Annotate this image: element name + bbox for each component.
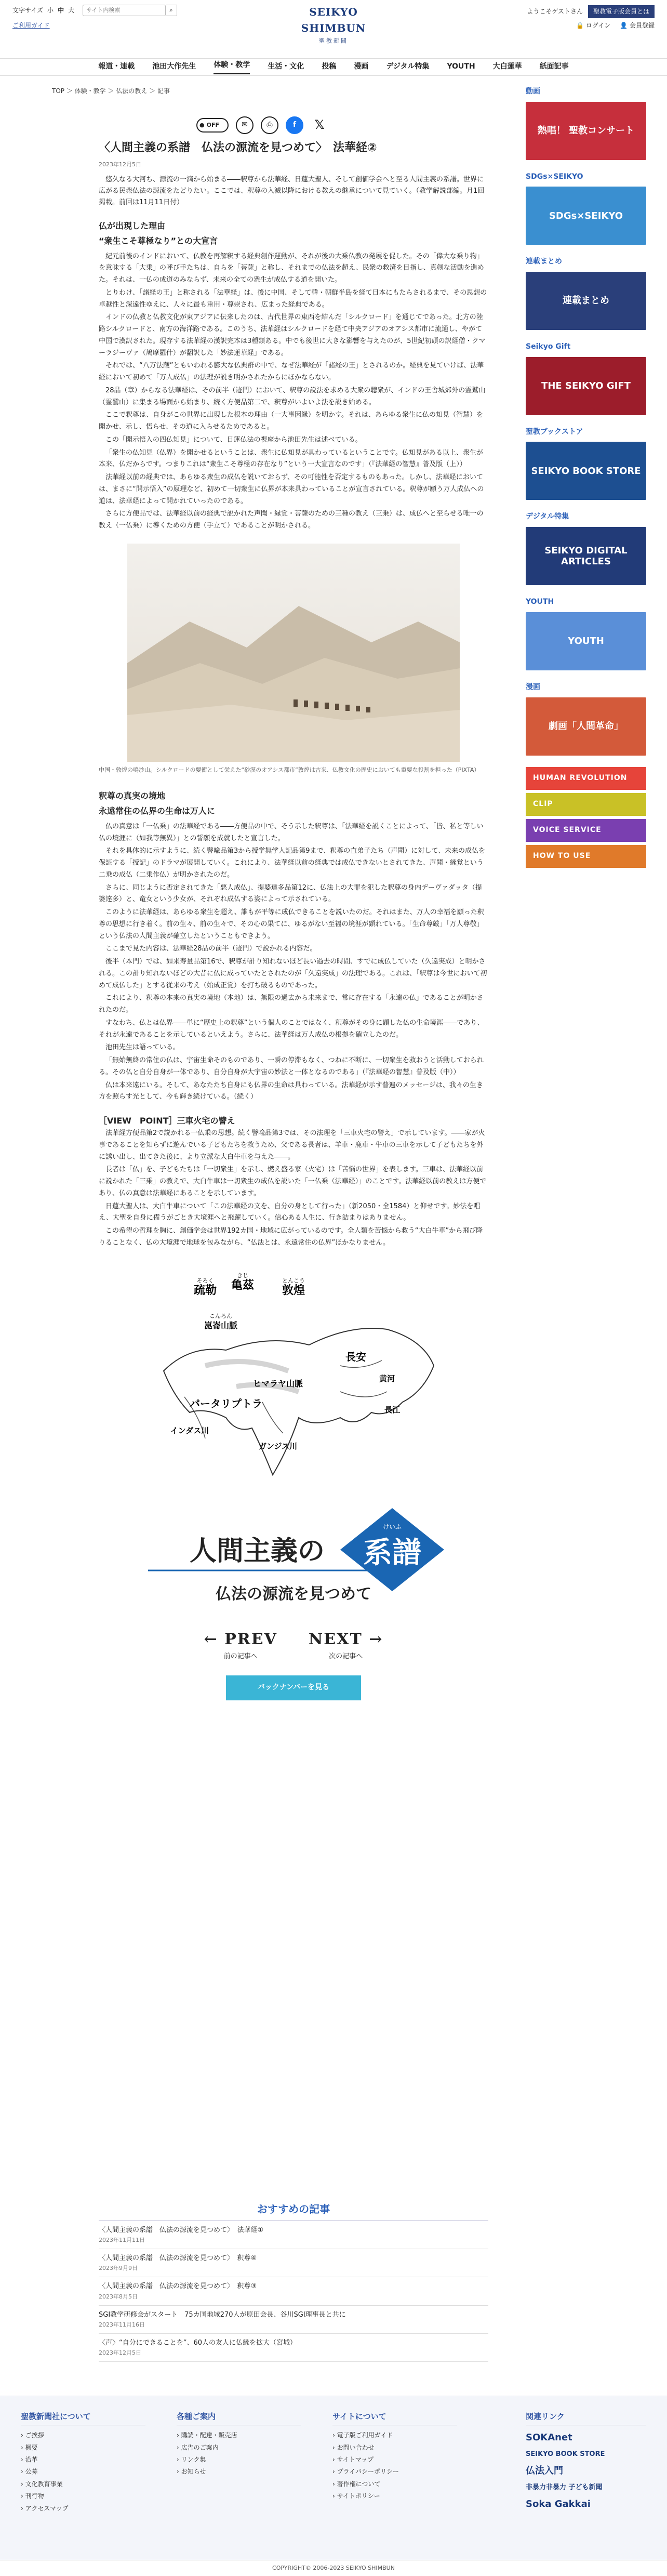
sidebar-banner[interactable]: THE SEIKYO GIFT <box>526 357 646 415</box>
sidebar-banner[interactable]: SEIKYO DIGITAL ARTICLES <box>526 527 646 585</box>
footer-link[interactable]: › 公募 <box>21 2468 38 2476</box>
font-size-medium-button[interactable]: 中 <box>58 6 64 14</box>
search-input[interactable] <box>83 5 166 16</box>
voice-toggle[interactable]: ● OFF <box>196 118 229 133</box>
footer-link[interactable]: › 広告のご案内 <box>177 2443 219 2451</box>
footer-link[interactable]: › サイトマップ <box>332 2456 374 2464</box>
nav-item[interactable]: 投稿 <box>322 62 337 71</box>
recommended-item[interactable]: 〈人間主義の系譜 仏法の源流を見つめて〉 釈尊④ 2023年9月9日 <box>99 2249 488 2277</box>
paragraph: それを具体的に示すように、続く譬喩品第3から授学無学人記品第9まで、釈尊の直弟子たち（声聞）に対して、未来の成仏を保証する「授記」のドラマが展開していく。これにより、法華経以前の経典では成仏できないとされてきた、声聞・縁覚という二乗の成仏（二乗作仏）が明かされたのだ。 <box>99 847 486 879</box>
font-size-large-button[interactable]: 大 <box>68 6 75 14</box>
section-heading: 仏が出現した理由 <box>99 221 166 231</box>
nav-item[interactable]: 池田大作先生 <box>152 62 196 71</box>
paragraph: 「衆生の仏知見（仏界）を開かせるということは、衆生に仏知見が具わっているということです。仏知見がある以上、衆生が本来、仏だからです。つまりこれは“衆生こそ尊極の存在なり”という一大宣言なのです」（『法華経の智慧』普及版（上）） <box>99 448 483 469</box>
nav-item[interactable]: YOUTH <box>447 62 475 71</box>
footer-col: サイトについて › 電子版ご利用ガイド › お問い合わせ › サイトマップ › プライバシーポリシー › 著作権について › サイトポリシー <box>332 2411 457 2503</box>
font-size-small-button[interactable]: 小 <box>47 6 54 14</box>
sidebar-section: デジタル特集 SEIKYO DIGITAL ARTICLES <box>526 511 646 585</box>
sidebar-banner[interactable]: SDGs×SEIKYO <box>526 187 646 245</box>
footer-link[interactable]: › プライバシーポリシー <box>332 2468 399 2476</box>
map-label: ガンジス川 <box>258 1441 298 1451</box>
recommended-item[interactable]: 〈声〉“自分にできることを”、60人の友人に仏縁を拡大（宮城） 2023年12月5日 <box>99 2334 488 2362</box>
nav-item[interactable]: デジタル特集 <box>386 62 430 71</box>
paragraph: これにより、釈尊の本来の真実の境地（本地）は、無限の過去から未来まで、常に存在する「永遠の仏」であることが明かされたのだ。 <box>99 994 484 1014</box>
paragraph: 池田先生は語っている。 <box>105 1043 180 1052</box>
recommended-title: おすすめの記事 <box>99 2201 488 2221</box>
main-nav <box>0 58 667 76</box>
article-title: 〈人間主義の系譜 仏法の源流を見つめて〉 法華経② <box>99 141 377 154</box>
footer-link[interactable]: › お問い合わせ <box>332 2443 375 2451</box>
silk-road-map <box>143 1262 444 1485</box>
paragraph: とりわけ、「諸経の王」と称される「法華経」は、後に中国、そして韓・朝鮮半島を経て日本にもたらされるまで、その思想の卓越性と深遠性ゆえに、人々に最も重用・尊崇され、広まった経典である。 <box>99 288 487 309</box>
tag-voice-service[interactable]: VOICE SERVICE <box>526 819 646 842</box>
section-body <box>99 251 488 532</box>
related-link[interactable]: 非暴力非暴力 子ども新聞 <box>526 2483 603 2492</box>
welcome-text: ようこそゲストさん <box>527 8 583 15</box>
paragraph: インドの仏教と仏教文化が東アジアに伝来したのは、古代世界の東西を結んだ「シルクロード」を通じてであった。北方の陸路シルクロードと、南方の海洋路である。このうち、法華経はシルクロードを経て中央アジアのオアシス都市に流通し、やがて中国で漢訳された。現存する法華経の漢訳完本は3種類ある。中でも後世に大きな影響を与えたのが、5世紀初頭の訳経僧・クマーラジーヴァ（鳩摩羅什）が翻訳した「妙法蓮華経」である。 <box>99 313 486 357</box>
paragraph: さらに、同じように否定されてきた「悪人成仏」、提婆達多品第12に、仏法上の大罪を犯した釈尊の身内デーヴァダッタ（提婆達多）と、竜女という少女が、それぞれ成仏する姿によって示されている。 <box>99 883 482 904</box>
tag-how-to-use[interactable]: HOW TO USE <box>526 845 646 868</box>
sidebar-section: YOUTH YOUTH <box>526 597 646 670</box>
font-size-label: 文字サイズ <box>12 6 44 14</box>
recommended-item[interactable]: 〈人間主義の系譜 仏法の源流を見つめて〉 法華経① 2023年11月11日 <box>99 2221 488 2249</box>
map-label: ヒマラヤ山脈 <box>252 1378 303 1389</box>
paragraph: すなわち、仏とは仏界――単に“歴史上の釈尊”という個人のことではなく、釈尊がその身に顕した仏の生命境涯――であり、それが永遠であることを示しているといえよう。さらに、法華経は万人成仏の根拠を確立したのだ。 <box>99 1019 484 1039</box>
footer-link[interactable]: › 刊行物 <box>21 2492 44 2500</box>
recommended-articles <box>99 2201 488 2362</box>
sidebar-section: 漫画 劇画「人間革命」 <box>526 682 646 756</box>
map-ruby: こんろん <box>209 1312 232 1319</box>
paragraph: 28品（章）からなる法華経は、その前半（迹門）において、釈尊の説法を求める大衆の聴衆が、インドの王舎城郊外の霊鷲山（霊鷲山）に集まる場面から始まり、続く方便品第二で、釈尊がいよいよ法を説き始める。 <box>99 386 486 406</box>
footer-link[interactable]: › 電子版ご利用ガイド <box>332 2432 393 2439</box>
paragraph: このように法華経は、あらゆる衆生を超え、誰もが平等に成仏できることを説いたのだ。それはまた、万人の幸福を願った釈尊の思想に行き着く。前の生々、前の生々で、その心の果てに、ゆるがない至福の境涯が顕れている。「生命尊厳」「万人尊敬」という仏法の人間主義が確立したということもできよう。 <box>99 908 484 940</box>
account-links <box>576 21 655 31</box>
share-bar <box>196 116 328 134</box>
paragraph: 長者は「仏」を、子どもたちは「一切衆生」を示し、燃え盛る家（火宅）は「苦悩の世界」を表します。三車は、法華経以前に説かれた「三乗」の教えで、大白牛車は一切衆生の成仏を説いた「一仏乗（法華経）」のことです。法華経以前の教えは方便であり、仏の真意は法華経にあることを示しています。 <box>99 1166 487 1197</box>
footer-col: 聖教新聞社について › ご挨拶 › 概要 › 沿革 › 公募 › 文化教育事業 › 刊行物 › アクセスマップ <box>21 2411 145 2515</box>
article-lead: 悠久なる大河ち、源流の一滴から始まる――釈尊から法華経、日蓮大聖人、そして創価学会へと至る人間主義の系譜。世界に広がる民衆仏法の源流をたどりたい。ここでは、釈尊の入滅以降における教えの継承について見ていく。（教学解説部編。月1回掲載。前回は11月11日付） <box>99 175 485 206</box>
series-banner <box>132 1498 455 1622</box>
sidebar-banner[interactable]: 連載まとめ <box>526 272 646 330</box>
banner-key: 系譜 <box>363 1535 421 1570</box>
map-label: 敦煌 <box>282 1284 305 1297</box>
recommended-item[interactable]: SGI教学研修会がスタート 75カ国地域270人が原田会長、谷川SGI理事長と共に 2023年11月16日 <box>99 2306 488 2334</box>
footer-link[interactable]: › アクセスマップ <box>21 2504 69 2512</box>
paragraph: 仏の真意は「一仏乗」の法華経である――方便品の中で、そう示した釈尊は、「法華経を説くことによって、「皆、私と等しい仏の境涯に（如我等無異）」との誓願を成就したと宣言した。 <box>99 822 484 842</box>
search-icon[interactable]: ⌕ <box>166 5 177 16</box>
sidebar-tags <box>526 767 646 868</box>
prev-button[interactable]: ← PREV 前の記事へ <box>204 1630 277 1660</box>
nav-item[interactable]: 生活・文化 <box>268 62 304 71</box>
prev-arrow-icon: ← <box>204 1630 218 1648</box>
section-body <box>99 821 488 1103</box>
tag-clip[interactable]: CLIP <box>526 793 646 816</box>
photo-caption: 中国・敦煌の鳴沙山。シルクロードの要衝として栄えた“砂漠のオアシス都市”敦煌は古来、仏教文化の歴史においても重要な役割を担った（PIXTA） <box>99 766 480 773</box>
sidebar-banner[interactable]: SEIKYO BOOK STORE <box>526 442 646 500</box>
footer-link[interactable]: › 購読・配達・販売店 <box>177 2432 237 2439</box>
article <box>99 140 488 1700</box>
map-ruby: そろく <box>196 1277 214 1284</box>
sidebar-section: 連載まとめ 連載まとめ <box>526 256 646 330</box>
map-label: 黄河 <box>379 1373 395 1383</box>
nav-item[interactable]: 紙面記事 <box>539 62 569 71</box>
paragraph: 仏は本来遠にいる。そして、あなたたち自身にも仏界の生命は具わっている。法華経が示す普遍のメッセージは、我々の生き方を照らす光として、今も輝き続けている。（続く） <box>99 1081 483 1101</box>
footer-link[interactable]: › 沿革 <box>21 2456 38 2464</box>
paragraph: この希望の哲理を胸に、創価学会は世界192カ国・地域に広がっているのです。全人類を苦悩から救う“大白牛車”から飛び降りることなく、仏の大境涯で地球を包みながら、“仏法とは、永遠常住の仏界”ほかなりません。 <box>99 1227 483 1247</box>
footer-link[interactable]: › サイトポリシー <box>332 2492 380 2500</box>
next-button[interactable]: NEXT → 次の記事へ <box>308 1630 383 1660</box>
sidebar-section: Seikyo Gift THE SEIKYO GIFT <box>526 341 646 415</box>
section-body <box>99 1128 488 1249</box>
sidebar-banner[interactable]: 熱唱！ 聖教コンサート <box>526 102 646 160</box>
paragraph: さらに方便品では、法華経以前の経典で説かれた声聞・縁覚・菩薩のための三種の教え（三乗）は、成仏へと至らせる唯一の教え（一仏乗）に導くための方便（手立て）であることが明かされる。 <box>99 510 484 530</box>
paragraph: 法華経以前の経典では、あらゆる衆生の成仏を説いておらず、その可能性を否定するものもあった。しかし、法華経においては、まさに“開示悟入”の原理など、初めて一切衆生に仏界が本来具わっていることが宣言されている。釈尊が願う万人成仏への道は、法華経によって開かれていったのである。 <box>99 473 484 505</box>
paragraph: 「無始無終の常住の仏は、宇宙生命そのものであり、一瞬の停滞もなく、つねに不断に、一切衆生を救おうと活動しておられる。その仏と自分自身が一体であり、自分自身が大宇宙の妙法と一体となるのである」（『法華経の智慧』普及版（中）） <box>99 1056 484 1076</box>
map-label: パータリプトラ <box>190 1397 262 1410</box>
nav-item[interactable]: 漫画 <box>354 62 369 71</box>
back-number-button[interactable]: バックナンバーを見る <box>226 1675 361 1700</box>
x-icon[interactable]: 𝕏 <box>314 117 325 133</box>
sidebar <box>526 86 646 879</box>
map-ruby: とんこう <box>282 1277 305 1284</box>
nav-item-active[interactable]: 体験・教学 <box>214 60 250 75</box>
paragraph: ここで釈尊は、自身がこの世界に出現した根本の理由（一大事因縁）を明かす。それは、あらゆる衆生に仏の知見（智慧）を開かせ、示し、悟らせ、その道に入らせるためであると。 <box>99 411 483 431</box>
guide-link[interactable]: ご利用ガイド <box>12 22 50 29</box>
footer-link[interactable]: › 概要 <box>21 2443 38 2451</box>
paragraph: 法華経方便品第2で説かれる一仏乗の思想。続く譬喩品第3では、その法理を「三車火宅の譬え」で示しています。――家が火事であることを知らずに遊んでいる子どもたちを救うため、父である長者は、羊車・鹿車・牛車の三車を示して子どもたちを外に誘い出し、出てきた後に、より立派な大白牛車を与えた――。 <box>99 1129 485 1161</box>
section-subheading: “衆生こそ尊極なり”との大宣言 <box>99 235 218 246</box>
banner-key-ruby: けいふ <box>382 1523 402 1530</box>
login-link[interactable]: 🔒 ログイン <box>576 22 611 29</box>
map-ruby: きじ <box>237 1272 248 1279</box>
sidebar-section: 動画 熱唱！ 聖教コンサート <box>526 86 646 160</box>
footer <box>0 2396 667 2575</box>
related-links: 関連リンク SOKAnet SEIKYO BOOK STORE 仏法入門 非暴力非暴力 子ども新聞 Soka Gakkai <box>526 2411 646 2516</box>
site-logo[interactable] <box>282 4 385 45</box>
paragraph: それでは、“八万法蔵”ともいわれる膨大な仏典群の中で、なぜ法華経が「諸経の王」とされるのか。経典を見ていけば、法華経において初めて「万人成仏」の法理が説き明かされたからにほかならない。 <box>99 362 484 382</box>
footer-link[interactable]: › 文化教育事業 <box>21 2480 63 2488</box>
copyright: COPYRIGHT© 2006-2023 SEIKYO SHIMBUN <box>0 2560 667 2575</box>
footer-link[interactable]: › 著作権について <box>332 2480 381 2488</box>
footer-link[interactable]: › ご挨拶 <box>21 2432 44 2439</box>
section-heading: 釈尊の真実の境地 <box>99 791 166 801</box>
paragraph: 後半（本門）では、如来寿量品第16で、釈尊が計り知れないほど長い過去の時間、すでに成仏していた（久遠実成）と明かされる。この計り知れないほどの大昔に仏に成っていたとされたのが「久遠実成」の法理である。これは、「釈尊は今世において初めて成仏した」とする従来の考え（始成正覚）を打ち破るものであった。 <box>99 958 487 989</box>
sidebar-banner[interactable]: YOUTH <box>526 612 646 670</box>
font-size-selector <box>12 6 74 16</box>
section-subheading: 永遠常住の仏界の生命は万人に <box>99 806 216 816</box>
article-pager <box>99 1628 488 1662</box>
sidebar-section: 聖教ブックストア SEIKYO BOOK STORE <box>526 427 646 500</box>
related-link[interactable]: Soka Gakkai <box>526 2499 591 2510</box>
print-icon[interactable]: ⎙ <box>261 116 278 134</box>
e-member-button[interactable]: 聖教電子版会員とは <box>588 5 655 18</box>
map-label: 亀茲 <box>231 1278 255 1292</box>
desert-photo <box>127 544 460 762</box>
user-area <box>527 5 655 18</box>
section-heading: ［VIEW POINT］三車火宅の譬え <box>99 1116 235 1126</box>
footer-col: 各種ご案内 › 購読・配達・販売店 › 広告のご案内 › リンク集 › お知らせ <box>177 2411 301 2478</box>
tag-human-revolution[interactable]: HUMAN REVOLUTION <box>526 767 646 790</box>
map-label: インダス川 <box>170 1425 209 1435</box>
facebook-icon[interactable]: f <box>286 116 303 134</box>
nav-item[interactable]: 報道・連載 <box>98 62 135 71</box>
sidebar-banner[interactable]: 劇画「人間革命」 <box>526 697 646 756</box>
map-label: 長江 <box>384 1405 401 1415</box>
banner-subtitle: 仏法の源流を見つめて <box>216 1584 371 1603</box>
related-link[interactable]: 仏法入門 <box>526 2465 563 2477</box>
paragraph: 日蓮大聖人は、大白牛車について「この法華経の文を、自分の身として行った」（新2050・全1584）と仰せです。妙法を唱え、大聖を自身に備うがごとき大境涯へと飛躍していく。信心ある人生に、行き詰まりはありません。 <box>99 1202 481 1222</box>
related-link[interactable]: SOKAnet <box>526 2432 572 2443</box>
article-date: 2023年12月5日 <box>99 161 141 168</box>
register-link[interactable]: 👤 会員登録 <box>620 22 655 29</box>
nav-item[interactable]: 大白蓮華 <box>492 62 522 71</box>
toggle-knob-icon: ● <box>199 122 205 129</box>
banner-title: 人間主義の <box>189 1535 325 1567</box>
paragraph: 紀元前後のインドにおいて、仏教を再解釈する経典創作運動が、それが後の大乗仏教の発展を促した。その「偉大な乗り物」を意味する「大乗」の呼び手たちは、自らを「菩薩」と称し、それまでの仏法を超え、民衆の救済を目指し、真剣な活動を進めた。それは、一仏の成道のみならず、未来の全ての衆生が成仏する道を開いた。 <box>99 252 484 284</box>
breadcrumb[interactable]: TOP ＞ 体験・教学 ＞ 仏法の教え ＞ 記事 <box>52 87 170 95</box>
related-link[interactable]: SEIKYO BOOK STORE <box>526 2450 605 2459</box>
map-label: 疏勒 <box>193 1284 217 1297</box>
map-label: 長安 <box>345 1350 366 1363</box>
map-label: 崑崙山脈 <box>204 1320 238 1330</box>
footer-link[interactable]: › お知らせ <box>177 2468 206 2476</box>
footer-link[interactable]: › リンク集 <box>177 2456 206 2464</box>
recommended-item[interactable]: 〈人間主義の系譜 仏法の源流を見つめて〉 釈尊③ 2023年8月5日 <box>99 2277 488 2305</box>
paragraph: この「開示悟入の四仏知見」について、日蓮仏法の視座から池田先生は述べている。 <box>105 435 362 444</box>
paragraph: ここまで見た内容は、法華経28品の前半（迹門）で説かれる内容だ。 <box>105 945 317 953</box>
mail-icon[interactable]: ✉ <box>236 116 254 134</box>
logo-en: SEIKYO SHIMBUN <box>301 6 366 34</box>
next-arrow-icon: → <box>369 1630 383 1648</box>
logo-jp: 聖教新聞 <box>319 37 348 44</box>
sidebar-section: SDGs×SEIKYO SDGs×SEIKYO <box>526 171 646 245</box>
